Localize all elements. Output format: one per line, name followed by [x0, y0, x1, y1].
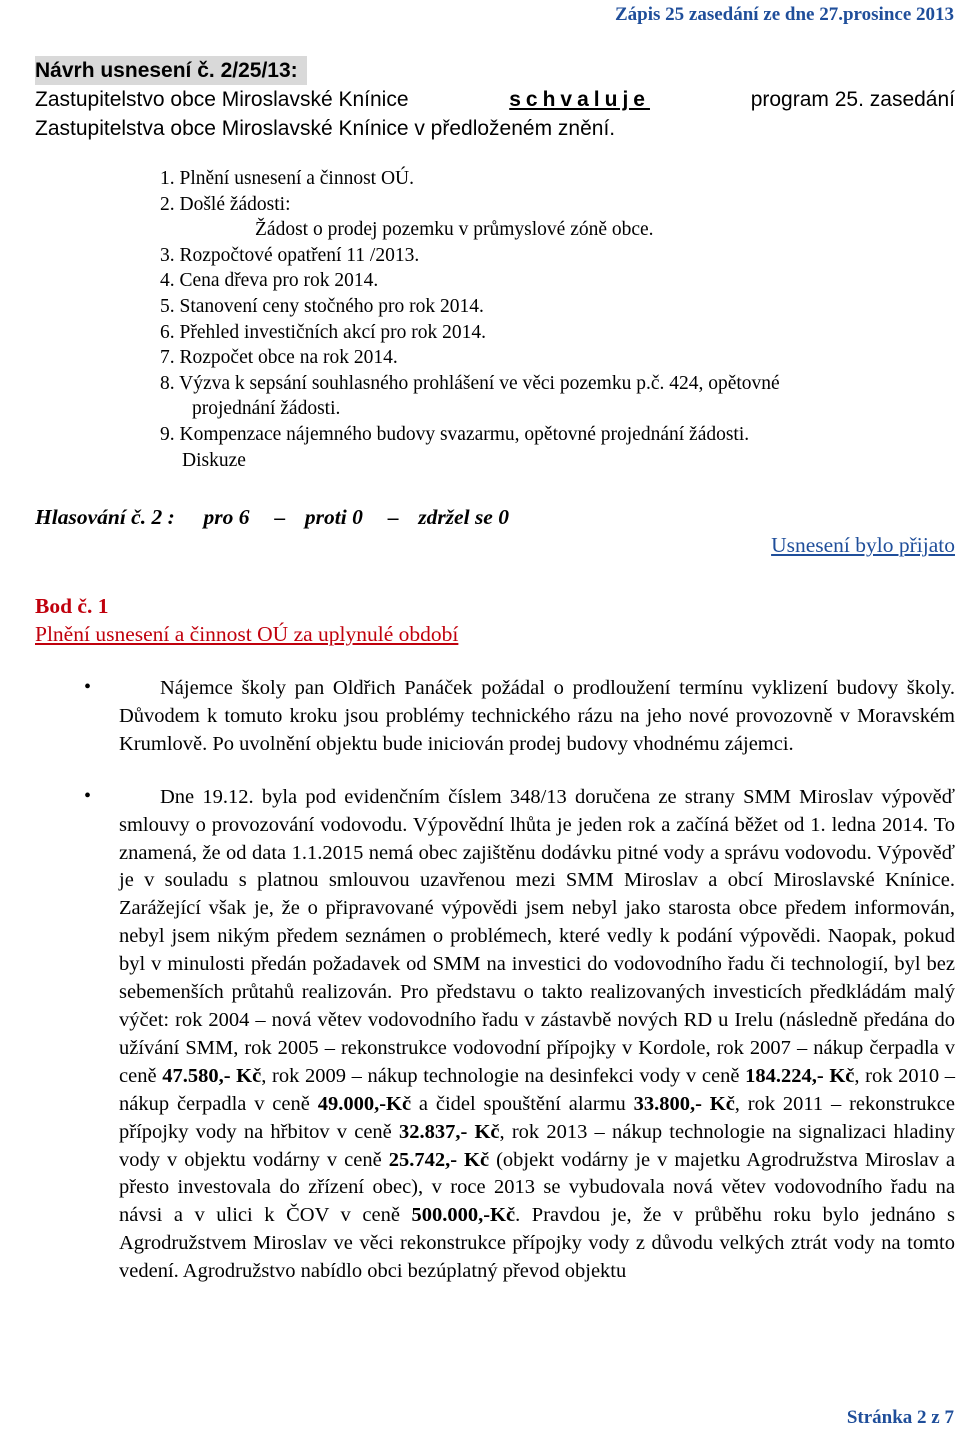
price-value: 32.837,- Kč [398, 1120, 500, 1143]
program-item: 5. Stanovení ceny stočného pro rok 2014. [160, 295, 484, 317]
vote-zdrzel: zdržel se 0 [418, 505, 509, 529]
program-subitem: Žádost o prodej pozemku v průmyslové zóně obce. [255, 219, 654, 241]
vote-line [35, 505, 509, 530]
program-item: 7. Rozpočet obce na rok 2014. [160, 347, 398, 369]
bullet-list [84, 675, 955, 1286]
bullet-text: • Dne 19.12. byla pod evidenčním číslem 348/13 doručena ze strany SMM Miroslav výpověď smlouvy o provozování vodovodu. Výpovědní lhůta je jeden rok a začíná běžet od 1. ledna 2014. To znamená, že od data 1.1.2015 nemá obec zajištěnu dodávku pitné vody a správu vodovodu. Výpověď je v souladu s platnou smlouvou uzavřenou mezi SMM Miroslav a obcí Miroslavské Knínice. Zarážející však je, že o připravované výpovědi jsem nebyl jako starosta obce předem informován, nebyl jsem nikým předem seznámen o problémech, které vedly k podání výpovědi. Naopak, pokud byl v minulosti předán požadavek od SMM na investici do vodovodního řadu či technologií, byl bez sebemenších průtahů realizován. Pro představu o takto realizovaných investicích předkládám malý výčet: rok 2004 – nová větev vodovodního řadu v zástavbě nových RD u Irelu (následně předána do užívání SMM, rok 2005 – rekonstrukce vodovodní přípojky v Kordole, rok 2007 – nákup čerpadla v ceně 47.580,- Kč, rok 2009 – nákup technologie na desinfekci vody v ceně 184.224,- Kč, rok 2010 – nákup čerpadla v ceně 49.000,-Kč a čidel spouštění alarmu 33.800,- Kč, rok 2011 – rekonstrukce přípojky vody na hřbitov v ceně 32.837,- Kč, rok 2013 – nákup technologie na signalizaci hladiny vody v objektu vodárny v ceně 25.742,- Kč (objekt vodárny je v majetku Agrodružstva Miroslav a přesto investovala do zřízení obec), v roce 2013 se vybudovala nová větev vodovodního řadu na návsi a v ulici k ČOV v ceně 500.000,-Kč. Pravdou je, že v průběhu roku bylo jednáno s Agrodružstvem Miroslav ve věci rekonstrukce přípojky vody z důvodu velkých ztrát vody na tomto vedení. Agrodružstvo nabídlo obci bezúplatný převod objektu [119, 785, 956, 1283]
vote-label: Hlasování č. 2 : [35, 505, 175, 529]
program-item-continuation: projednání žádosti. [192, 398, 341, 420]
price-value: 25.742,- Kč [388, 1148, 490, 1171]
price-value: 47.580,- Kč [162, 1064, 262, 1087]
vote-proti: proti 0 [304, 505, 363, 529]
program-list [160, 166, 780, 473]
vote-result: Usnesení bylo přijato [771, 533, 955, 557]
program-item: 3. Rozpočtové opatření 11 /2013. [160, 244, 420, 266]
bullet-text: • Nájemce školy pan Oldřich Panáček požádal o prodloužení termínu vyklizení budovy školy. Důvodem k tomuto kroku jsou problémy technického rázu na jeho nové provozovně v Moravském Krumlově. Po uvolnění objektu bude iniciován prodej budovy vhodnému zájemci. [119, 677, 955, 755]
resolution-proposal [35, 56, 955, 143]
price-value: 500.000,-Kč [411, 1204, 516, 1227]
price-value: 184.224,- Kč [745, 1064, 855, 1087]
proposal-line-1 [35, 85, 955, 114]
program-item: 1. Plnění usnesení a činnost OÚ. [160, 168, 415, 189]
vote-dash: – [387, 505, 399, 529]
proposal-title: Návrh usnesení č. 2/25/13: [35, 56, 307, 85]
bullet-item [84, 675, 955, 759]
price-value: 33.800,- Kč [633, 1092, 735, 1115]
proposal-line-1-right: program 25. zasedání [750, 88, 955, 111]
agenda-point [35, 592, 458, 648]
program-item: 9. Kompenzace nájemného budovy svazarmu, opětovné projednání žádosti. [160, 423, 750, 445]
proposal-line-2: Zastupitelstva obce Miroslavské Knínice v předloženém znění. [35, 117, 616, 140]
program-item: 6. Přehled investičních akcí pro rok 2014. [160, 321, 487, 343]
program-item-diskuze: Diskuze [182, 449, 246, 471]
price-value: 49.000,-Kč [317, 1092, 412, 1115]
program-item: 4. Cena dřeva pro rok 2014. [160, 270, 379, 292]
program-item: 8. Výzva k sepsání souhlasného prohlášení ve věci pozemku p.č. 424, opětovné [160, 372, 780, 394]
agenda-point-title: Plnění usnesení a činnost OÚ za uplynulé období [35, 622, 459, 646]
agenda-point-number: Bod č. 1 [35, 594, 109, 618]
program-item: 2. Došlé žádosti: [160, 193, 291, 215]
vote-dash: – [274, 505, 286, 529]
proposal-line-1-left: Zastupitelstvo obce Miroslavské Knínice [35, 88, 409, 111]
proposal-verb: schvaluje [509, 88, 650, 111]
page-number: Stránka 2 z 7 [846, 1407, 954, 1428]
page-header: Zápis 25 zasedání ze dne 27.prosince 2013 [614, 4, 954, 25]
bullet-item [84, 784, 955, 1286]
vote-pro: pro 6 [203, 505, 250, 529]
